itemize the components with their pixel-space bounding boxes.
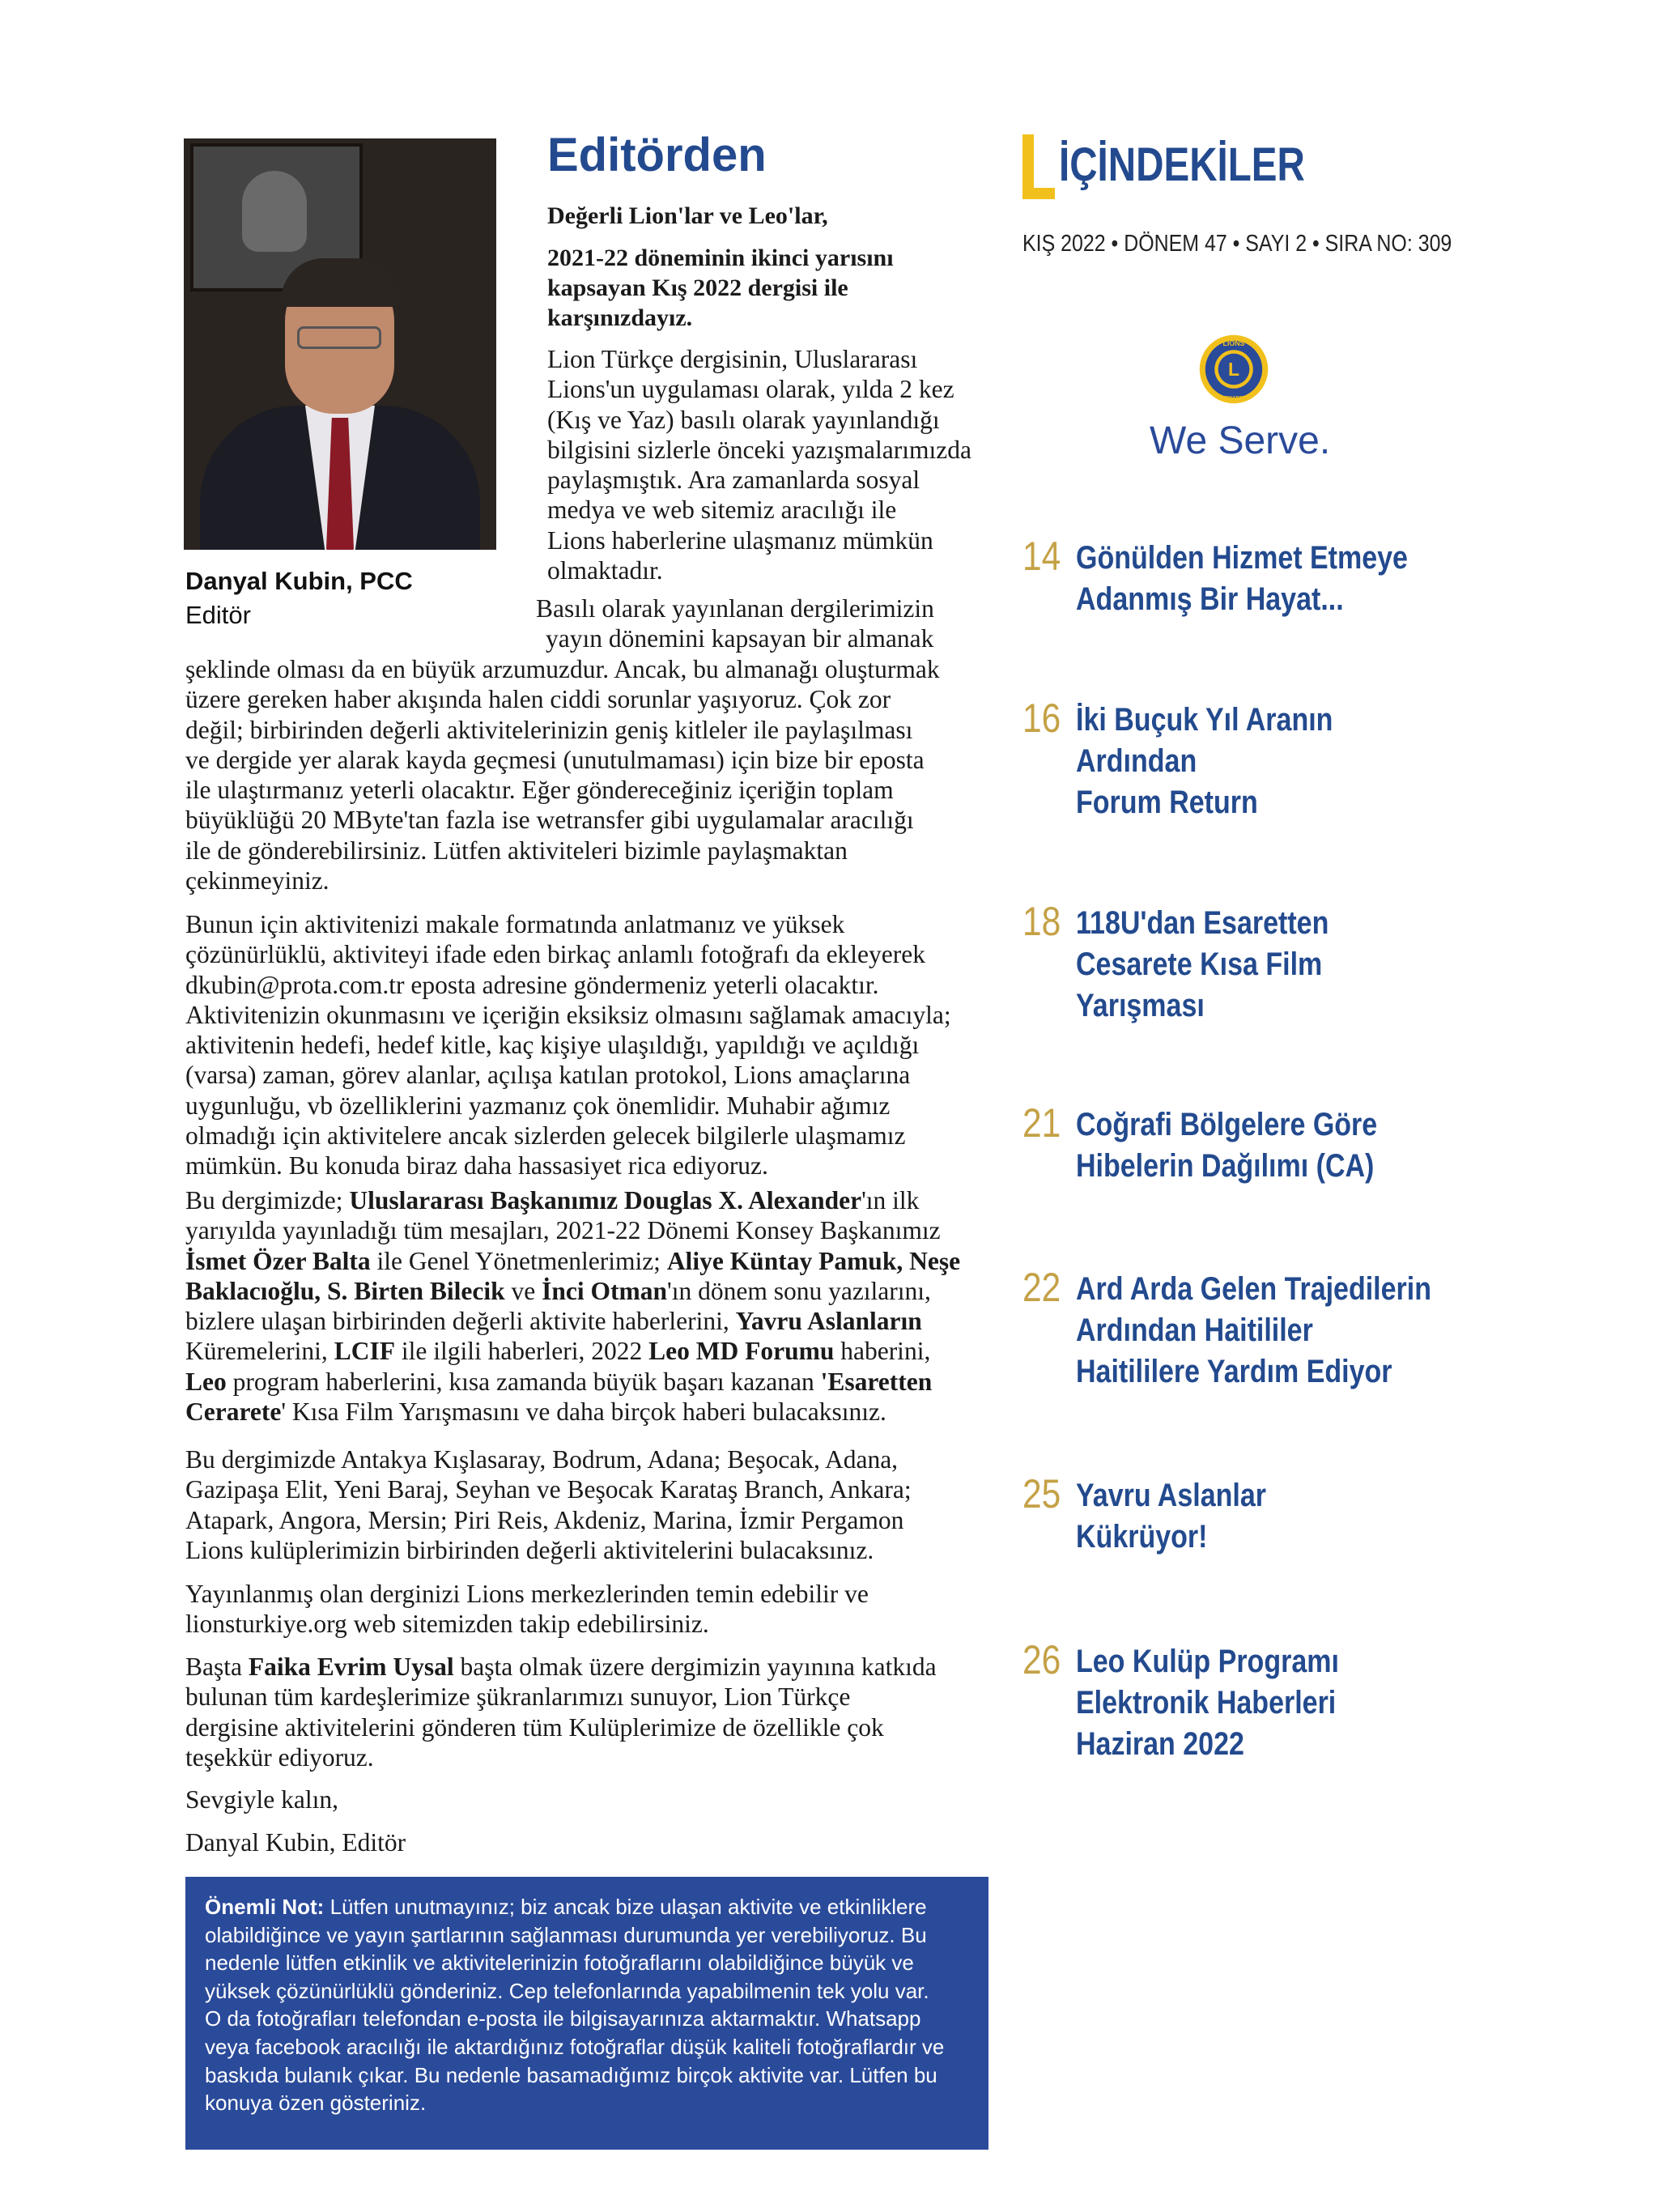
toc-page-number: 18 [1022,899,1061,944]
toc-title-line: Yarışması [1076,988,1205,1023]
toc-title-line: 118U'dan Esaretten [1076,905,1329,941]
bold-text: İsmet Özer Balta [185,1246,371,1275]
logo-text: LIONS [1222,338,1245,347]
text: 'ın ilk [861,1186,920,1214]
text-line: bilgisini sizlerle önceki yazışmalarımızda [547,435,971,464]
paragraph-2-start [536,593,1005,654]
toc-title-line: Leo Kulüp Programı [1076,1644,1339,1679]
toc-title-line: İki Buçuk Yıl Aranın [1076,702,1333,738]
text: ' Kısa Film Yarışmasını ve daha birçok haberi bulacaksınız. [281,1397,886,1427]
bold-text: Leo MD Forumu [648,1337,835,1366]
toc-title-line: Haitililere Yardım Ediyor [1076,1354,1392,1389]
toc-title-line: Adanmış Bir Hayat... [1076,581,1344,617]
text-line [185,1336,1003,1366]
text-line: dergisine aktivitelerini gönderen tüm Kulüplerimize de özellikle çok [185,1712,884,1742]
paragraph-2 [185,654,1003,895]
toc-entry-title [1076,700,1558,823]
note-line: yüksek çözünürlüklü gönderiniz. Cep telefonlarında yapabilmenin tek yolu var. [205,1978,929,2003]
text-line [185,1306,1003,1336]
toc-title: İÇİNDEKİLER [1059,138,1305,191]
important-note-box [185,1877,988,2150]
lead-line: 2021-22 döneminin ikinci yarısını [547,245,894,271]
text: 'ın dönem sonu yazılarını, [667,1276,931,1305]
lions-logo-icon [1198,334,1269,405]
toc-accent-bar-foot [1022,188,1055,199]
toc-page-number: 22 [1022,1265,1061,1310]
toc-title-line: Ardından [1076,743,1197,779]
issue-info: KIŞ 2022 • DÖNEM 47 • SAYI 2 • SIRA NO: 309 [1022,231,1452,257]
editor-name: Danyal Kubin, PCC [185,567,413,595]
bold-text: Leo [185,1367,227,1396]
toc-title-line: Haziran 2022 [1076,1726,1244,1762]
text: bizlere ulaşan birbirinden değerli aktivite haberlerini, [185,1307,736,1336]
text-line: Aktivitenizin okunmasını ve içeriğin eksiksiz olmasını sağlamak amacıyla; [185,1000,951,1029]
paragraph-3 [185,909,1003,1181]
toc-page-number: 21 [1022,1100,1061,1146]
paragraph-7 [185,1652,1003,1772]
text: ile ilgili haberleri, 2022 [394,1337,649,1366]
text-line: şeklinde olması da en büyük arzumuzdur. Ancak, bu almanağı oluşturmak [185,655,940,683]
closing: Sevgiyle kalın, [185,1785,338,1814]
toc-title-line: Hibelerin Dağılımı (CA) [1076,1148,1375,1184]
text-line [185,1276,1003,1306]
toc-title-line: Gönülden Hizmet Etmeye [1076,540,1408,576]
bold-text: Baklacıoğlu, S. Birten Bilecik [185,1276,505,1305]
editor-photo [184,138,496,550]
text: Başta [185,1653,249,1681]
text: ve [504,1276,542,1305]
toc-entry-title [1076,1104,1558,1187]
note-line: O da fotoğrafları telefondan e-posta ile bilgisayarınıza aktarmaktır. Whatsapp [205,2006,921,2031]
paragraph-5 [185,1444,1003,1565]
text-line [185,1652,1003,1682]
bold-text: İnci Otman [542,1276,668,1305]
paragraph-6 [185,1579,1003,1640]
text-line: bulunan tüm kardeşlerimize şükranlarımızı sunuyor, Lion Türkçe [185,1682,851,1712]
text: başta olmak üzere dergimizin yayınına katkıda [453,1653,937,1681]
text: Küremelerini, [185,1337,334,1366]
note-line: veya facebook aracılığı ile aktardığınız fotoğraflar düşük kaliteli fotoğraflardır ve [205,2034,945,2059]
bold-text: 'Esaretten [820,1367,933,1396]
text-line: üzere gereken haber akışında halen ciddi sorunlar yaşıyoruz. Çok zor [185,685,891,714]
toc-entry-title [1076,538,1558,620]
text-line: olmadığı için aktivitelere ancak sizlerden gelecek bilgilerle ulaşmamız [185,1121,906,1151]
greeting-line: Değerli Lion'lar ve Leo'lar, [547,202,828,229]
logo-letter: L [1228,358,1239,380]
text-line: Lions'un uygulaması olarak, yılda 2 kez [547,375,954,404]
greeting [547,201,1001,231]
lead-paragraph [547,243,1001,333]
bold-text: Aliye Küntay Pamuk, Neşe [666,1246,961,1275]
bold-text: Yavru Aslanların [735,1307,922,1336]
note-line: olabildiğince ve yayın şartlarının sağlanması durumunda yer verebiliyoruz. Bu [205,1922,927,1947]
text-line [185,1397,1003,1427]
text-line: çözünürlüklü, aktiviteyi ifade eden birkaç anlamlı fotoğrafı da ekleyerek [185,940,925,969]
toc-entry-title [1076,1269,1558,1393]
toc-entry-title [1076,903,1558,1027]
text: Bu dergimizde; [185,1186,350,1214]
text-line: Bunun için aktivitenizi makale formatında anlatmanız ve yüksek [185,910,845,938]
text-line [185,1185,1003,1215]
website-line: lionsturkiye.org web sitemizden takip edebilirsiniz. [185,1610,709,1639]
note-line [205,1893,969,1921]
bold-text: Faika Evrim Uysal [248,1653,454,1681]
editor-role: Editör [185,601,251,629]
text-line: değil; birbirinden değerli aktivitelerinizin geniş kitleler ile paylaşılması [185,715,913,744]
text-line: Lions haberlerine ulaşmanız mümkün [547,525,933,555]
text-line: aktivitenin hedefi, hedef kitle, kaç kişiye ulaşıldığı, yapıldığı ve açıldığı [185,1031,920,1060]
text-line: Gazipaşa Elit, Yeni Baraj, Seyhan ve Beşocak Karataş Branch, Ankara; [185,1475,912,1504]
text-line: (varsa) zaman, görev alanlar, açılışa katılan protokol, Lions amaçlarına [185,1061,911,1090]
paragraph-4 [185,1185,1003,1427]
text-line [185,1246,1003,1276]
logo-subtext: INTERNATIONAL [1216,395,1252,401]
note-line: nedenle lütfen etkinlik ve aktivitelerinizin fotoğraflarını olabildiğince büyük ve [205,1950,914,1976]
toc-title-line: Cesarete Kısa Film [1076,946,1323,982]
toc-title-line: Ardından Haitililer [1076,1312,1313,1348]
text-line: ile de gönderebilirsiniz. Lütfen aktiviteleri bizimle paylaşmaktan [185,836,848,865]
text-line: medya ve web sitemiz aracılığı ile [547,496,897,525]
text-line: olmaktadır. [547,556,663,585]
text-line: mümkün. Bu konuda biraz daha hassasiyet rica ediyoruz. [185,1151,768,1180]
text-line: Bu dergimizde Antakya Kışlasaray, Bodrum, Adana; Beşocak, Adana, [185,1445,899,1474]
bold-text: LCIF [334,1337,395,1366]
hair [281,258,398,307]
toc-title-line: Yavru Aslanlar [1076,1478,1266,1513]
text: haberini, [834,1337,931,1366]
bold-text: Uluslararası Başkanımız Douglas X. Alexander [349,1186,862,1214]
paragraph-1 [547,344,1001,585]
text: ile Genel Yönetmenlerimiz; [370,1246,667,1275]
glasses [297,326,381,349]
text-line: Yayınlanmış olan derginizi Lions merkezlerinden temin edebilir ve [185,1580,869,1608]
text-line: ile ulaştırmanız yeterli olacaktır. Eğer göndereceğiniz içeriğin toplam [185,776,894,805]
note-line: konuya özen gösteriniz. [205,2091,427,2116]
toc-page-number: 14 [1022,534,1061,579]
bold-text: Cerarete [185,1397,282,1427]
toc-title-line: Ard Arda Gelen Trajedilerin [1076,1271,1431,1307]
text-line: yayın dönemini kapsayan bir almanak [546,624,934,653]
note-text: Lütfen unutmayınız; biz ancak bize ulaşan aktivite ve etkinliklere [324,1895,927,1919]
note-line: baskıda bulanık çıkar. Bu nedenle basamadığımız birçok aktivite var. Lütfen bu [205,2062,937,2087]
toc-title-line: Forum Return [1076,785,1258,820]
text-line: teşekkür ediyoruz. [185,1742,374,1772]
text-line: Basılı olarak yayınlanan dergilerimizin [536,594,934,623]
text-line: Atapark, Angora, Mersin; Piri Reis, Akdeniz, Marina, İzmir Pergamon [185,1505,904,1534]
text-line: çekinmeyiniz. [185,866,329,895]
text-line: uygunluğu, vb özelliklerini yazmanız çok önemlidir. Muhabir ağımız [185,1091,891,1120]
tagline: We Serve. [1150,419,1331,462]
text-line: yarıyılda yayınladığı tüm mesajları, 2021-22 Dönemi Konsey Başkanımız [185,1216,941,1245]
toc-title-line: Kükrüyor! [1076,1519,1208,1555]
toc-title-line: Coğrafi Bölgelere Göre [1076,1107,1378,1142]
toc-page-number: 26 [1022,1637,1061,1682]
text-line: paylaşmıştık. Ara zamanlarda sosyal [547,466,920,495]
toc-page-number: 25 [1022,1471,1061,1516]
text-line: Lion Türkçe dergisinin, Uluslararası [547,345,918,373]
toc-title-line: Elektronik Haberleri [1076,1685,1337,1721]
text-line: Lions kulüplerimizin birbirinden değerli aktivitelerini bulacaksınız. [185,1535,874,1564]
text-line: büyüklüğü 20 MByte'tan fazla ise wetransfer gibi uygulamalar aracılığı [185,806,914,835]
note-label: Önemli Not: [205,1895,325,1919]
email-line: dkubin@prota.com.tr eposta adresine göndermeniz yeterli olacaktır. [185,970,879,999]
text-line: (Kış ve Yaz) basılı olarak yayınlandığı [547,405,940,434]
signature: Danyal Kubin, Editör [185,1828,406,1857]
toc-entry-title [1076,1475,1558,1558]
editorial-title: Editörden [547,129,767,181]
text-line: ve dergide yer alarak kayda geçmesi (unutulmaması) için bize bir eposta [185,745,925,774]
lead-line: kapsayan Kış 2022 dergisi ile [547,274,848,301]
lead-line: karşınızdayız. [547,304,693,331]
toc-entry-title [1076,1641,1558,1765]
toc-page-number: 16 [1022,696,1061,741]
text-line [185,1367,1003,1397]
text: program haberlerini, kısa zamanda büyük başarı kazanan [226,1367,821,1396]
